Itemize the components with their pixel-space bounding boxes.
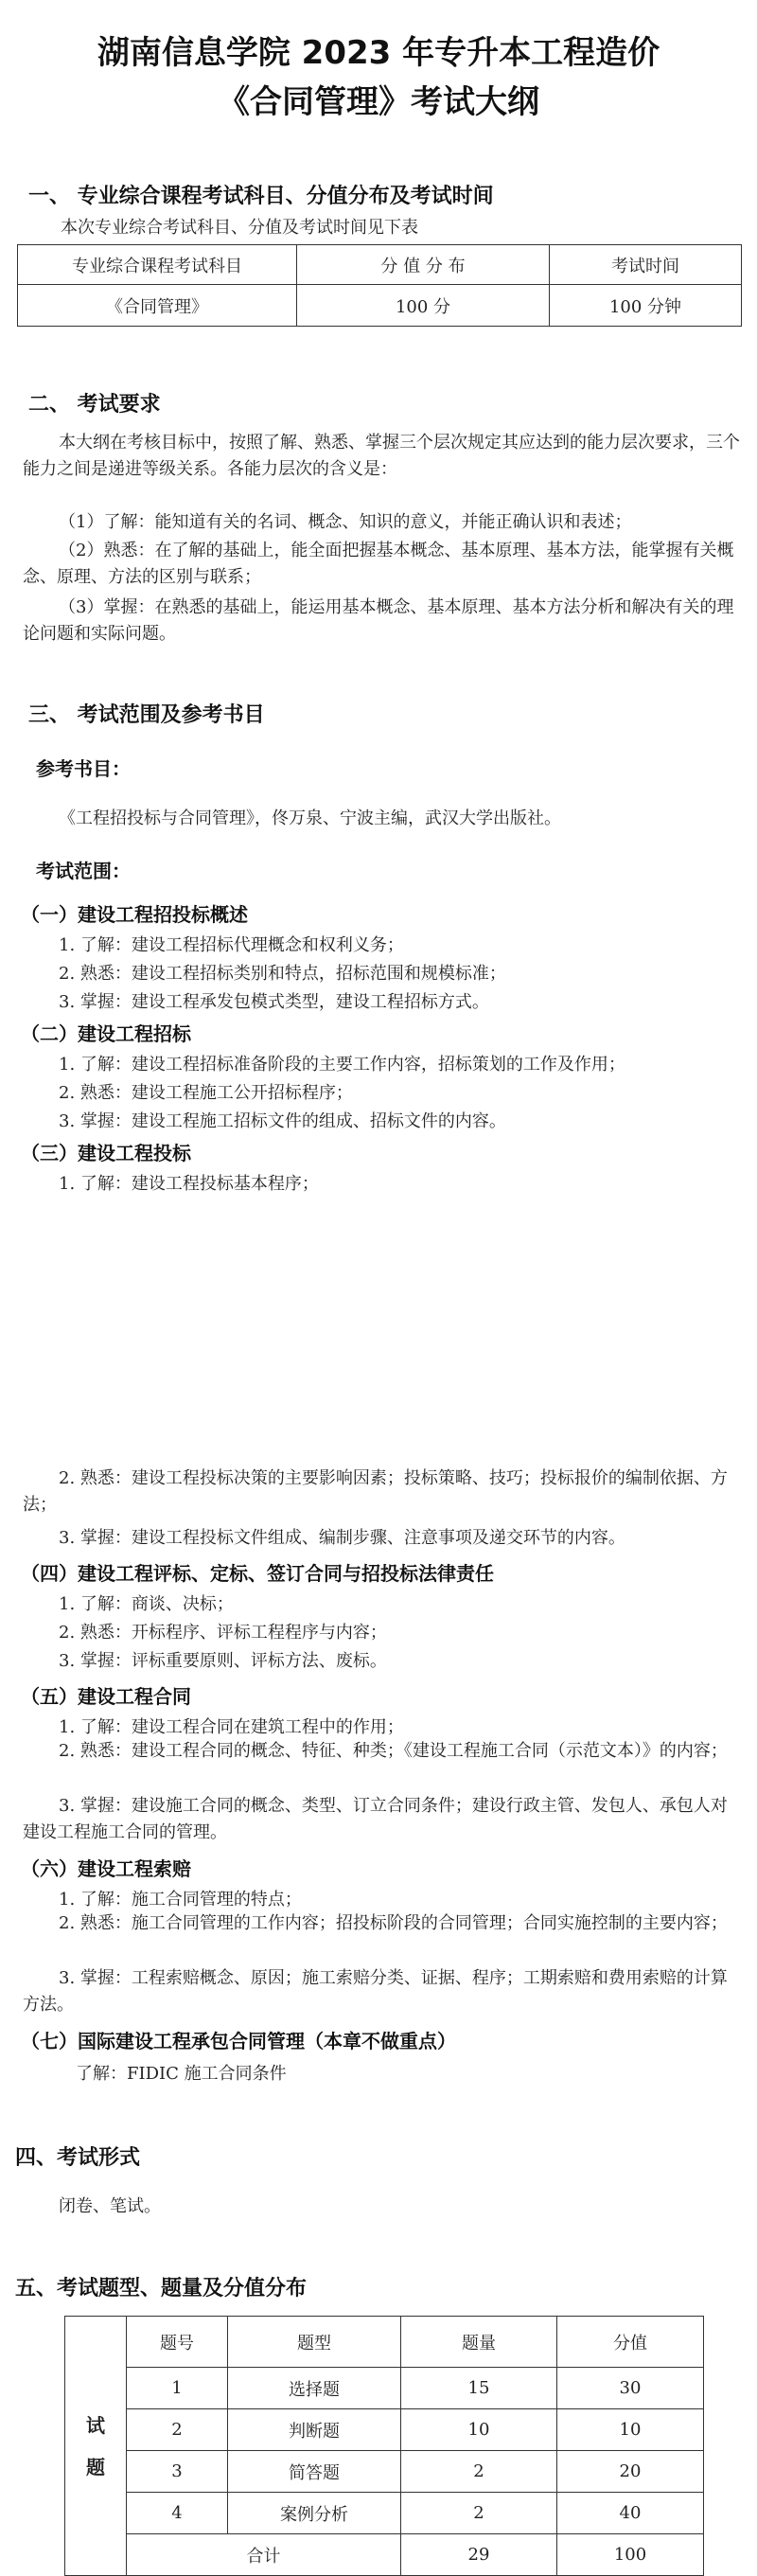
question-table-header: 题号 — [127, 2317, 228, 2368]
subject-table-cell: 《合同管理》 — [18, 285, 297, 327]
question-table-cell: 15 — [401, 2368, 557, 2409]
section2-item-3: （3）掌握：在熟悉的基础上，能运用基本概念、基本原理、基本方法分析和解决有关的理论问题和实际问题。 — [23, 597, 734, 644]
chapter-2-item: 1. 了解：建设工程招标准备阶段的主要工作内容，招标策划的工作及作用； — [59, 1055, 625, 1075]
section1-intro: 本次专业综合考试科目、分值及考试时间见下表 — [61, 218, 418, 238]
chapter-5-item: 1. 了解：建设工程合同在建筑工程中的作用； — [59, 1717, 404, 1737]
subject-table — [17, 244, 742, 327]
question-type-table — [64, 2316, 704, 2576]
question-table-row — [65, 2409, 704, 2451]
reference-text: 《工程招投标与合同管理》，佟万泉、宁波主编，武汉大学出版社。 — [59, 808, 561, 828]
question-table-cell: 案例分析 — [228, 2493, 401, 2534]
question-table-cell: 3 — [127, 2451, 228, 2493]
subject-table-header: 分 值 分 布 — [297, 245, 550, 285]
question-table-row — [65, 2451, 704, 2493]
question-table-header: 题量 — [401, 2317, 557, 2368]
section2-item-1: （1）了解：能知道有关的名词、概念、知识的意义，并能正确认识和表述； — [59, 512, 632, 532]
chapter-5-item: 2. 熟悉：建设工程合同的概念、特征、种类；《建设工程施工合同（示范文本）》的内容； — [59, 1741, 728, 1761]
question-table-cell: 30 — [557, 2368, 704, 2409]
chapter-3-item: 3. 掌握：建设工程投标文件组成、编制步骤、注意事项及递交环节的内容。 — [59, 1528, 625, 1548]
doc-title-line1: 湖南信息学院 2023 年专升本工程造价 — [97, 34, 660, 72]
reference-label: 参考书目： — [36, 757, 131, 780]
chapter-6-item: 1. 了解：施工合同管理的特点； — [59, 1890, 302, 1910]
question-table-header: 题型 — [228, 2317, 401, 2368]
subject-table-header: 专业综合课程考试科目 — [18, 245, 297, 285]
subject-table-header: 考试时间 — [550, 245, 742, 285]
chapter-3-item: 1. 了解：建设工程投标基本程序； — [59, 1174, 319, 1194]
chapter-4-item: 2. 熟悉：开标程序、评标工程程序与内容； — [59, 1623, 387, 1643]
question-table-header-row — [65, 2317, 704, 2368]
chapter-1-item: 3. 掌握：建设工程承发包模式类型，建设工程招标方式。 — [59, 992, 489, 1012]
question-table-cell: 2 — [127, 2409, 228, 2451]
chapter-2-item: 3. 掌握：建设工程施工招标文件的组成、招标文件的内容。 — [59, 1111, 506, 1131]
chapter-4-item: 1. 了解：商谈、决标； — [59, 1594, 234, 1614]
subject-table-cell: 100 分钟 — [550, 285, 742, 327]
question-table-cell: 2 — [401, 2493, 557, 2534]
question-table-total-count: 29 — [401, 2534, 557, 2576]
question-table-cell: 2 — [401, 2451, 557, 2493]
section1-heading: 一、 专业综合课程考试科目、分值分布及考试时间 — [28, 185, 494, 208]
question-table-cell: 10 — [557, 2409, 704, 2451]
question-table-side-char: 题 — [86, 2455, 105, 2478]
question-table-cell: 选择题 — [228, 2368, 401, 2409]
exam-format-text: 闭卷、笔试。 — [59, 2196, 161, 2216]
chapter-3-item: 2. 熟悉：建设工程投标决策的主要影响因素；投标策略、技巧；投标报价的编制依据、方法； — [23, 1468, 728, 1515]
question-table-cell: 40 — [557, 2493, 704, 2534]
section2-paragraph: 本大纲在考核目标中，按照了解、熟悉、掌握三个层次规定其应达到的能力层次要求，三个能力之间是递进等级关系。各能力层次的含义是： — [23, 433, 740, 479]
chapter-3-title: （三）建设工程投标 — [21, 1142, 191, 1164]
section2-item-2: （2）熟悉：在了解的基础上，能全面把握基本概念、基本原理、基本方法，能掌握有关概念、原理、方法的区别与联系； — [23, 541, 734, 587]
question-table-row — [65, 2493, 704, 2534]
question-table-total-row — [65, 2534, 704, 2576]
chapter-5-title: （五）建设工程合同 — [21, 1685, 191, 1708]
chapter-7-item: 了解：FIDIC 施工合同条件 — [76, 2064, 287, 2084]
subject-table-row — [18, 285, 742, 327]
chapter-6-title: （六）建设工程索赔 — [21, 1857, 191, 1880]
subject-table-header-row — [18, 245, 742, 285]
chapter-2-item: 2. 熟悉：建设工程施工公开招标程序； — [59, 1083, 353, 1103]
chapter-4-item: 3. 掌握：评标重要原则、评标方法、废标。 — [59, 1651, 387, 1671]
scope-label: 考试范围： — [36, 860, 131, 882]
question-table-row — [65, 2368, 704, 2409]
question-table-side-cell — [65, 2317, 127, 2576]
question-table-cell: 4 — [127, 2493, 228, 2534]
question-table-cell: 10 — [401, 2409, 557, 2451]
chapter-1-title: （一）建设工程招投标概述 — [21, 903, 248, 926]
chapter-1-item: 2. 熟悉：建设工程招标类别和特点，招标范围和规模标准； — [59, 964, 506, 984]
section5-heading: 五、考试题型、题量及分值分布 — [15, 2277, 308, 2301]
chapter-5-item: 3. 掌握：建设施工合同的概念、类型、订立合同条件；建设行政主管、发包人、承包人对建设工程施工合同的管理。 — [23, 1796, 728, 1842]
question-table-header: 分值 — [557, 2317, 704, 2368]
section3-heading: 三、 考试范围及参考书目 — [28, 703, 265, 727]
question-table-cell: 20 — [557, 2451, 704, 2493]
question-table-cell: 简答题 — [228, 2451, 401, 2493]
question-table-side-char: 试 — [86, 2413, 105, 2437]
chapter-6-item: 2. 熟悉：施工合同管理的工作内容；招投标阶段的合同管理；合同实施控制的主要内容； — [59, 1913, 728, 1933]
chapter-7-title: （七）国际建设工程承包合同管理（本章不做重点） — [21, 2030, 456, 2052]
question-table-total-score: 100 — [557, 2534, 704, 2576]
subject-table-cell: 100 分 — [297, 285, 550, 327]
section4-heading: 四、考试形式 — [15, 2146, 141, 2170]
section2-heading: 二、 考试要求 — [28, 393, 161, 417]
question-table-cell: 判断题 — [228, 2409, 401, 2451]
chapter-1-item: 1. 了解：建设工程招标代理概念和权利义务； — [59, 935, 404, 955]
chapter-2-title: （二）建设工程招标 — [21, 1022, 191, 1045]
chapter-4-title: （四）建设工程评标、定标、签订合同与招投标法律责任 — [21, 1562, 494, 1585]
chapter-6-item: 3. 掌握：工程索赔概念、原因；施工索赔分类、证据、程序；工期索赔和费用索赔的计算方法。 — [23, 1968, 728, 2015]
question-table-total-label: 合计 — [127, 2534, 401, 2576]
question-table-cell: 1 — [127, 2368, 228, 2409]
doc-title-line2: 《合同管理》考试大纲 — [218, 83, 539, 121]
